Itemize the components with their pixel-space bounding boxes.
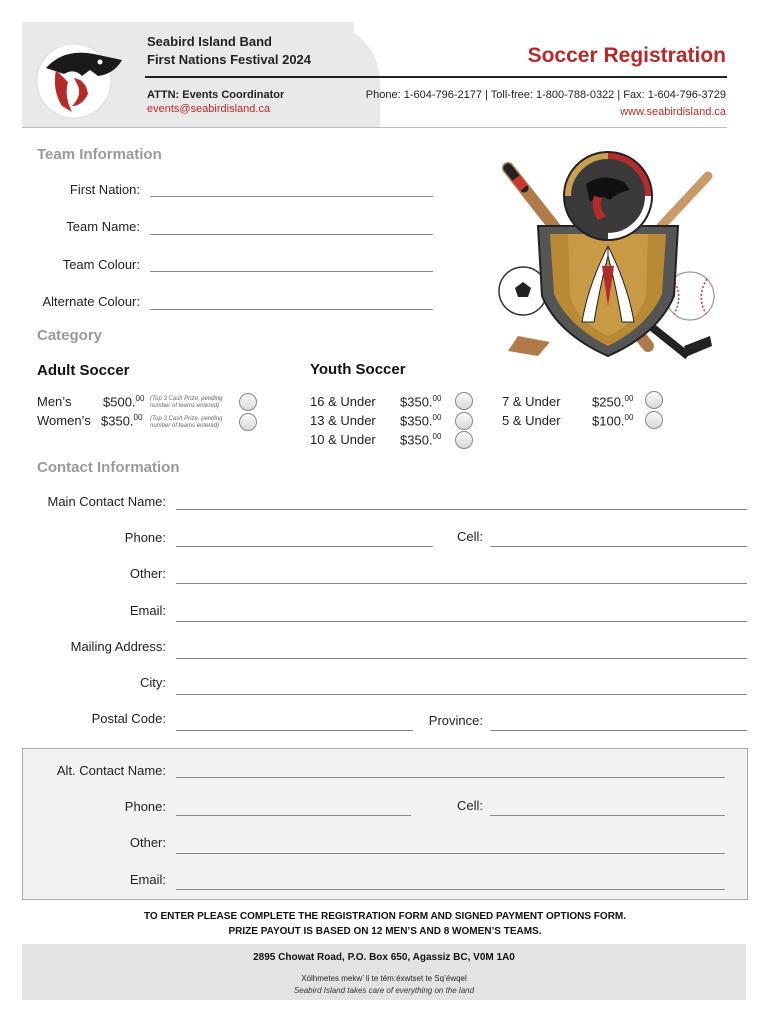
- notice-line-1: TO ENTER PLEASE COMPLETE THE REGISTRATION FORM AND SIGNED PAYMENT OPTIONS FORM.: [143, 911, 627, 922]
- price-cents: 00: [135, 394, 145, 403]
- notice-line-2: PRIZE PAYOUT IS BASED ON 12 MEN’S AND 8 WOMEN’S TEAMS.: [228, 926, 542, 937]
- contact-email[interactable]: events@seabirdisland.ca: [147, 103, 271, 115]
- adult-mens-label: Men’s: [37, 394, 72, 409]
- adult-mens-price: [103, 394, 144, 409]
- alt-contact-label: Alt. Contact Name:: [56, 763, 166, 778]
- alt-cell-field[interactable]: [490, 815, 725, 816]
- youth-16-radio[interactable]: [455, 392, 473, 410]
- alt-email-field[interactable]: [176, 889, 725, 890]
- price-cents: 00: [624, 413, 634, 422]
- youth-13-radio[interactable]: [455, 412, 473, 430]
- organization-name: [147, 33, 311, 69]
- price-dollars: $250.: [592, 394, 625, 410]
- adult-womens-label: Women’s: [37, 413, 91, 428]
- team-colour-field[interactable]: [150, 271, 433, 272]
- first-nation-label: First Nation:: [69, 182, 140, 197]
- price-cents: 00: [432, 413, 442, 422]
- postal-code-field[interactable]: [176, 730, 413, 731]
- womens-radio[interactable]: [239, 413, 257, 431]
- team-name-field[interactable]: [150, 234, 433, 235]
- team-name-label: Team Name:: [66, 219, 140, 234]
- province-field[interactable]: [490, 730, 747, 731]
- city-field[interactable]: [176, 694, 747, 695]
- contact-info-heading: Contact Information: [37, 459, 180, 476]
- footer-address: 2895 Chowat Road, P.O. Box 650, Agassiz BC, V0M 1A0: [253, 952, 515, 963]
- mens-prize-note: (Top 3 Cash Prize, pending number of teams entered): [150, 396, 223, 409]
- alternate-colour-label: Alternate Colour:: [42, 294, 140, 309]
- other-field[interactable]: [176, 583, 747, 584]
- youth-7-price: [592, 394, 633, 409]
- main-contact-label: Main Contact Name:: [47, 494, 166, 509]
- price-cents: 00: [432, 394, 442, 403]
- postal-code-label: Postal Code:: [91, 711, 166, 726]
- header-bottom-rule: [22, 127, 727, 128]
- youth-16-price: [400, 394, 441, 409]
- alt-other-field[interactable]: [176, 853, 725, 854]
- city-label: City:: [140, 675, 166, 690]
- price-dollars: $100.: [592, 413, 625, 429]
- youth-10-radio[interactable]: [455, 431, 473, 449]
- org-line-1: Seabird Island Band: [147, 34, 272, 49]
- mailing-address-field[interactable]: [176, 658, 747, 659]
- alt-email-label: Email:: [129, 872, 166, 887]
- org-line-2: First Nations Festival 2024: [147, 52, 312, 67]
- price-dollars: $350.: [400, 413, 433, 429]
- cell-field[interactable]: [490, 546, 747, 547]
- alt-phone-field[interactable]: [176, 815, 411, 816]
- alternate-colour-field[interactable]: [150, 309, 433, 310]
- price-dollars: $350.: [400, 394, 433, 410]
- seabird-logo-icon: [34, 40, 130, 122]
- alt-contact-field[interactable]: [176, 777, 725, 778]
- first-nation-field[interactable]: [150, 196, 433, 197]
- youth-13-label: 13 & Under: [310, 413, 376, 428]
- footer-halq: Xólhmetes mekw’ li te tém:éxwtset te Sq’éwqel: [301, 974, 467, 983]
- province-label: Province:: [428, 713, 483, 728]
- team-colour-label: Team Colour:: [62, 257, 140, 272]
- footer-translation: Seabird Island takes care of everything on the land: [293, 986, 475, 995]
- sports-crest-emblem-icon: [498, 146, 718, 366]
- category-heading: Category: [37, 327, 103, 344]
- email-label: Email:: [129, 603, 166, 618]
- youth-13-price: [400, 413, 441, 428]
- main-contact-field[interactable]: [176, 509, 747, 510]
- adult-womens-price: [101, 413, 142, 428]
- price-dollars: $350.: [101, 413, 134, 429]
- youth-10-price: [400, 432, 441, 447]
- alt-cell-label: Cell:: [456, 798, 483, 813]
- youth-soccer-heading: Youth Soccer: [310, 361, 406, 378]
- page-title: Soccer Registration: [527, 44, 726, 67]
- alt-phone-label: Phone:: [124, 799, 166, 814]
- alt-other-label: Other:: [129, 835, 166, 850]
- cell-label: Cell:: [456, 529, 483, 544]
- youth-5-radio[interactable]: [645, 411, 663, 429]
- womens-prize-note: (Top 3 Cash Prize, pending number of teams entered): [150, 416, 223, 429]
- price-dollars: $500.: [103, 394, 136, 410]
- mens-radio[interactable]: [239, 393, 257, 411]
- youth-5-price: [592, 413, 633, 428]
- header-divider: [145, 76, 727, 78]
- phone-field[interactable]: [176, 546, 433, 547]
- youth-5-label: 5 & Under: [502, 413, 561, 428]
- youth-16-label: 16 & Under: [310, 394, 376, 409]
- price-cents: 00: [624, 394, 634, 403]
- youth-10-label: 10 & Under: [310, 432, 376, 447]
- phone-label: Phone:: [124, 530, 166, 545]
- price-cents: 00: [432, 432, 442, 441]
- mailing-address-label: Mailing Address:: [70, 639, 166, 654]
- price-cents: 00: [133, 413, 143, 422]
- other-label: Other:: [129, 566, 166, 581]
- adult-soccer-heading: Adult Soccer: [37, 362, 130, 379]
- youth-7-radio[interactable]: [645, 391, 663, 409]
- contact-phone-line: Phone: 1-604-796-2177 | Toll-free: 1-800-788-0322 | Fax: 1-604-796-3729: [365, 89, 726, 101]
- website-link[interactable]: www.seabirdisland.ca: [620, 106, 726, 118]
- team-info-heading: Team Information: [37, 146, 162, 163]
- email-field[interactable]: [176, 621, 747, 622]
- price-dollars: $350.: [400, 432, 433, 448]
- attn-label: ATTN: Events Coordinator: [147, 89, 285, 101]
- youth-7-label: 7 & Under: [502, 394, 561, 409]
